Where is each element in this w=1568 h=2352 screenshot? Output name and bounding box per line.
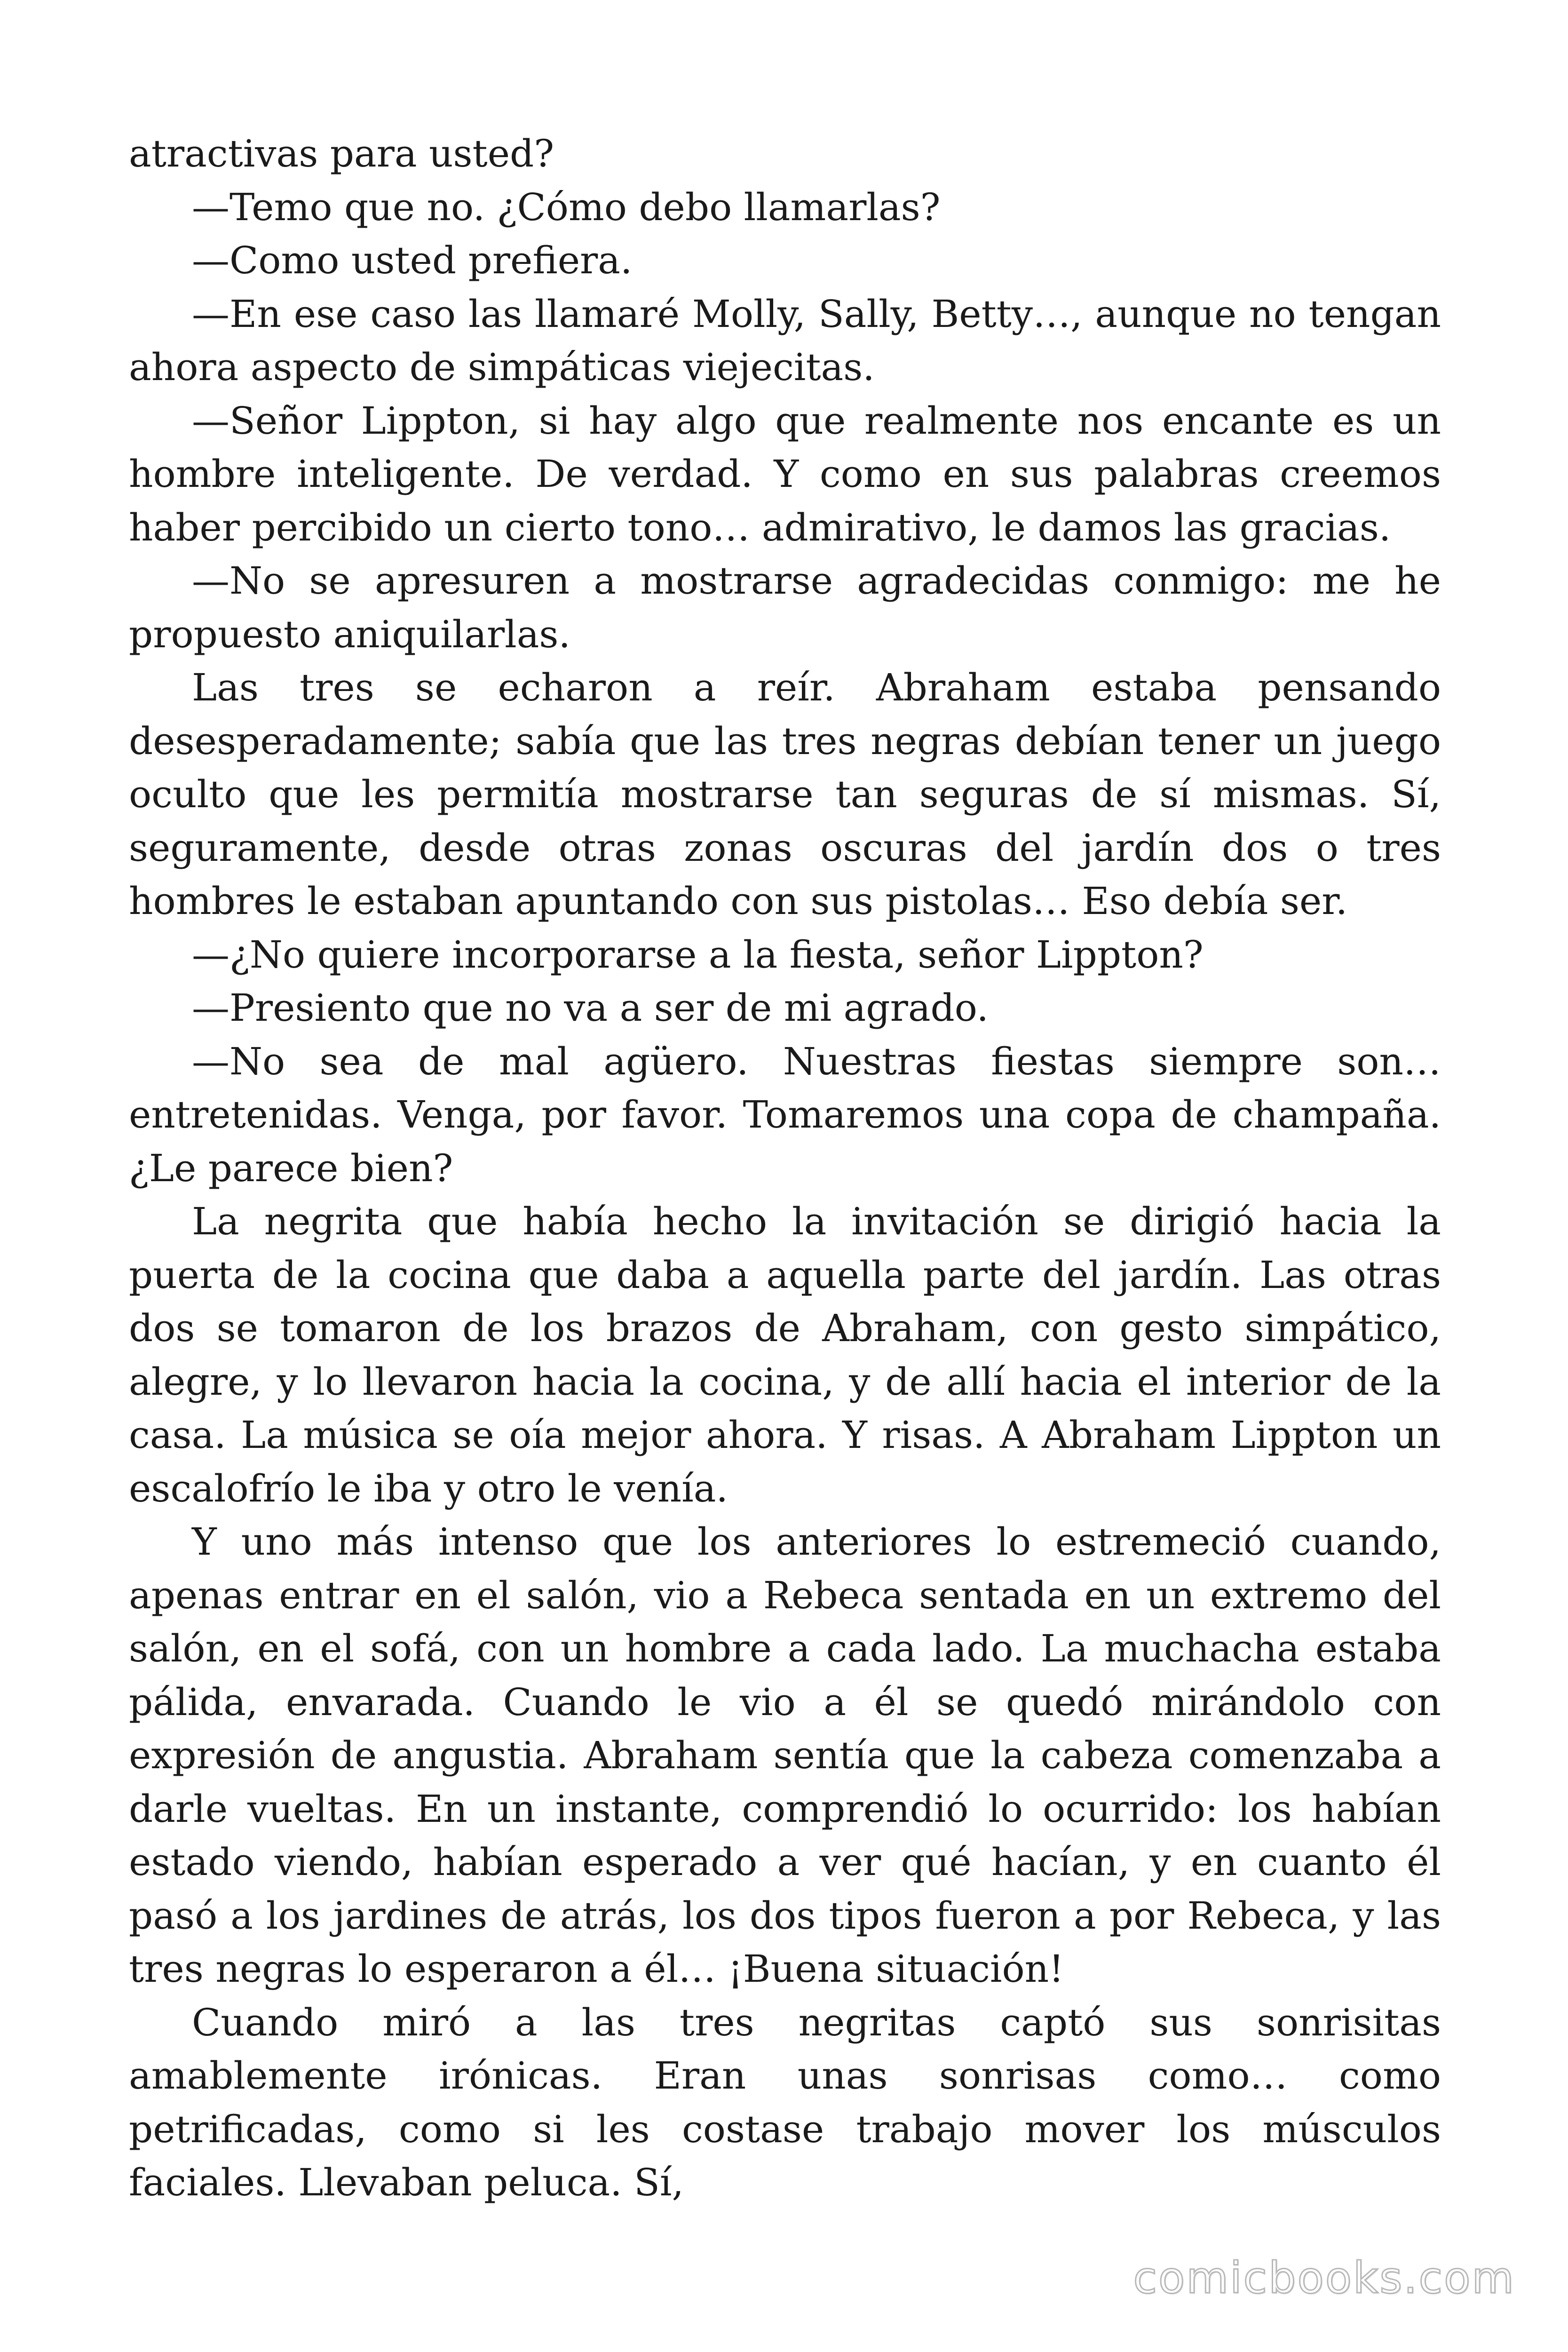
paragraph: —Temo que no. ¿Cómo debo llamarlas? <box>192 185 941 229</box>
paragraph: —¿No quiere incorporarse a la fiesta, señor Lippton? <box>192 932 1204 977</box>
paragraph: La negrita que había hecho la invitación se dirigió hacia la puerta de la cocina que daba a aquella parte del jardín. Las otras dos se tomaron de los brazos de Abraham, con gesto simpático, alegre, y lo llevaron hacia la cocina, y de allí hacia el interior de la casa. La música se oía mejor ahora. Y risas. A Abraham Lippton un escalofrío le iba y otro le venía. <box>129 1200 1441 1510</box>
watermark: comicbooks.com <box>1133 2253 1515 2303</box>
paragraph: —No sea de mal agüero. Nuestras fiestas siempre son… entretenidas. Venga, por favor. Tomaremos una copa de champaña. ¿Le parece bien? <box>129 1039 1441 1190</box>
paragraph: —Como usted prefiera. <box>192 238 633 282</box>
paragraph: —En ese caso las llamaré Molly, Sally, Betty…, aunque no tengan ahora aspecto de simpáticas viejecitas. <box>129 292 1441 389</box>
paragraph: Y uno más intenso que los anteriores lo estremeció cuando, apenas entrar en el salón, vio a Rebeca sentada en un extremo del salón, en el sofá, con un hombre a cada lado. La muchacha estaba pálida, envarada. Cuando le vio a él se quedó mirándolo con expresión de angustia. Abraham sentía que la cabeza comenzaba a darle vueltas. En un instante, comprendió lo ocurrido: los habían estado viendo, habían esperado a ver qué hacían, y en cuanto él pasó a los jardines de atrás, los dos tipos fueron a por Rebeca, y las tres negras lo esperaron a él… ¡Buena situación! <box>129 1520 1441 1991</box>
paragraph: —No se apresuren a mostrarse agradecidas conmigo: me he propuesto aniquilarlas. <box>129 559 1441 656</box>
paragraph: Cuando miró a las tres negritas captó sus sonrisitas amablemente irónicas. Eran unas sonrisas como… como petrificadas, como si les costase trabajo mover los músculos faciales. Llevaban peluca. Sí, <box>129 2000 1441 2204</box>
paragraph: —Presiento que no va a ser de mi agrado. <box>192 986 989 1030</box>
paragraph: —Señor Lippton, si hay algo que realmente nos encante es un hombre inteligente. De verdad. Y como en sus palabras creemos haber percibido un cierto tono… admirativo, le damos las gracias. <box>129 398 1441 549</box>
paragraph: atractivas para usted? <box>129 132 554 175</box>
paragraph: Las tres se echaron a reír. Abraham estaba pensando desesperadamente; sabía que las tres negras debían tener un juego oculto que les permitía mostrarse tan seguras de sí mismas. Sí, seguramente, desde otras zonas oscuras del jardín dos o tres hombres le estaban apuntando con sus pistolas… Eso debía ser. <box>129 666 1441 923</box>
page-text <box>129 127 1441 2209</box>
